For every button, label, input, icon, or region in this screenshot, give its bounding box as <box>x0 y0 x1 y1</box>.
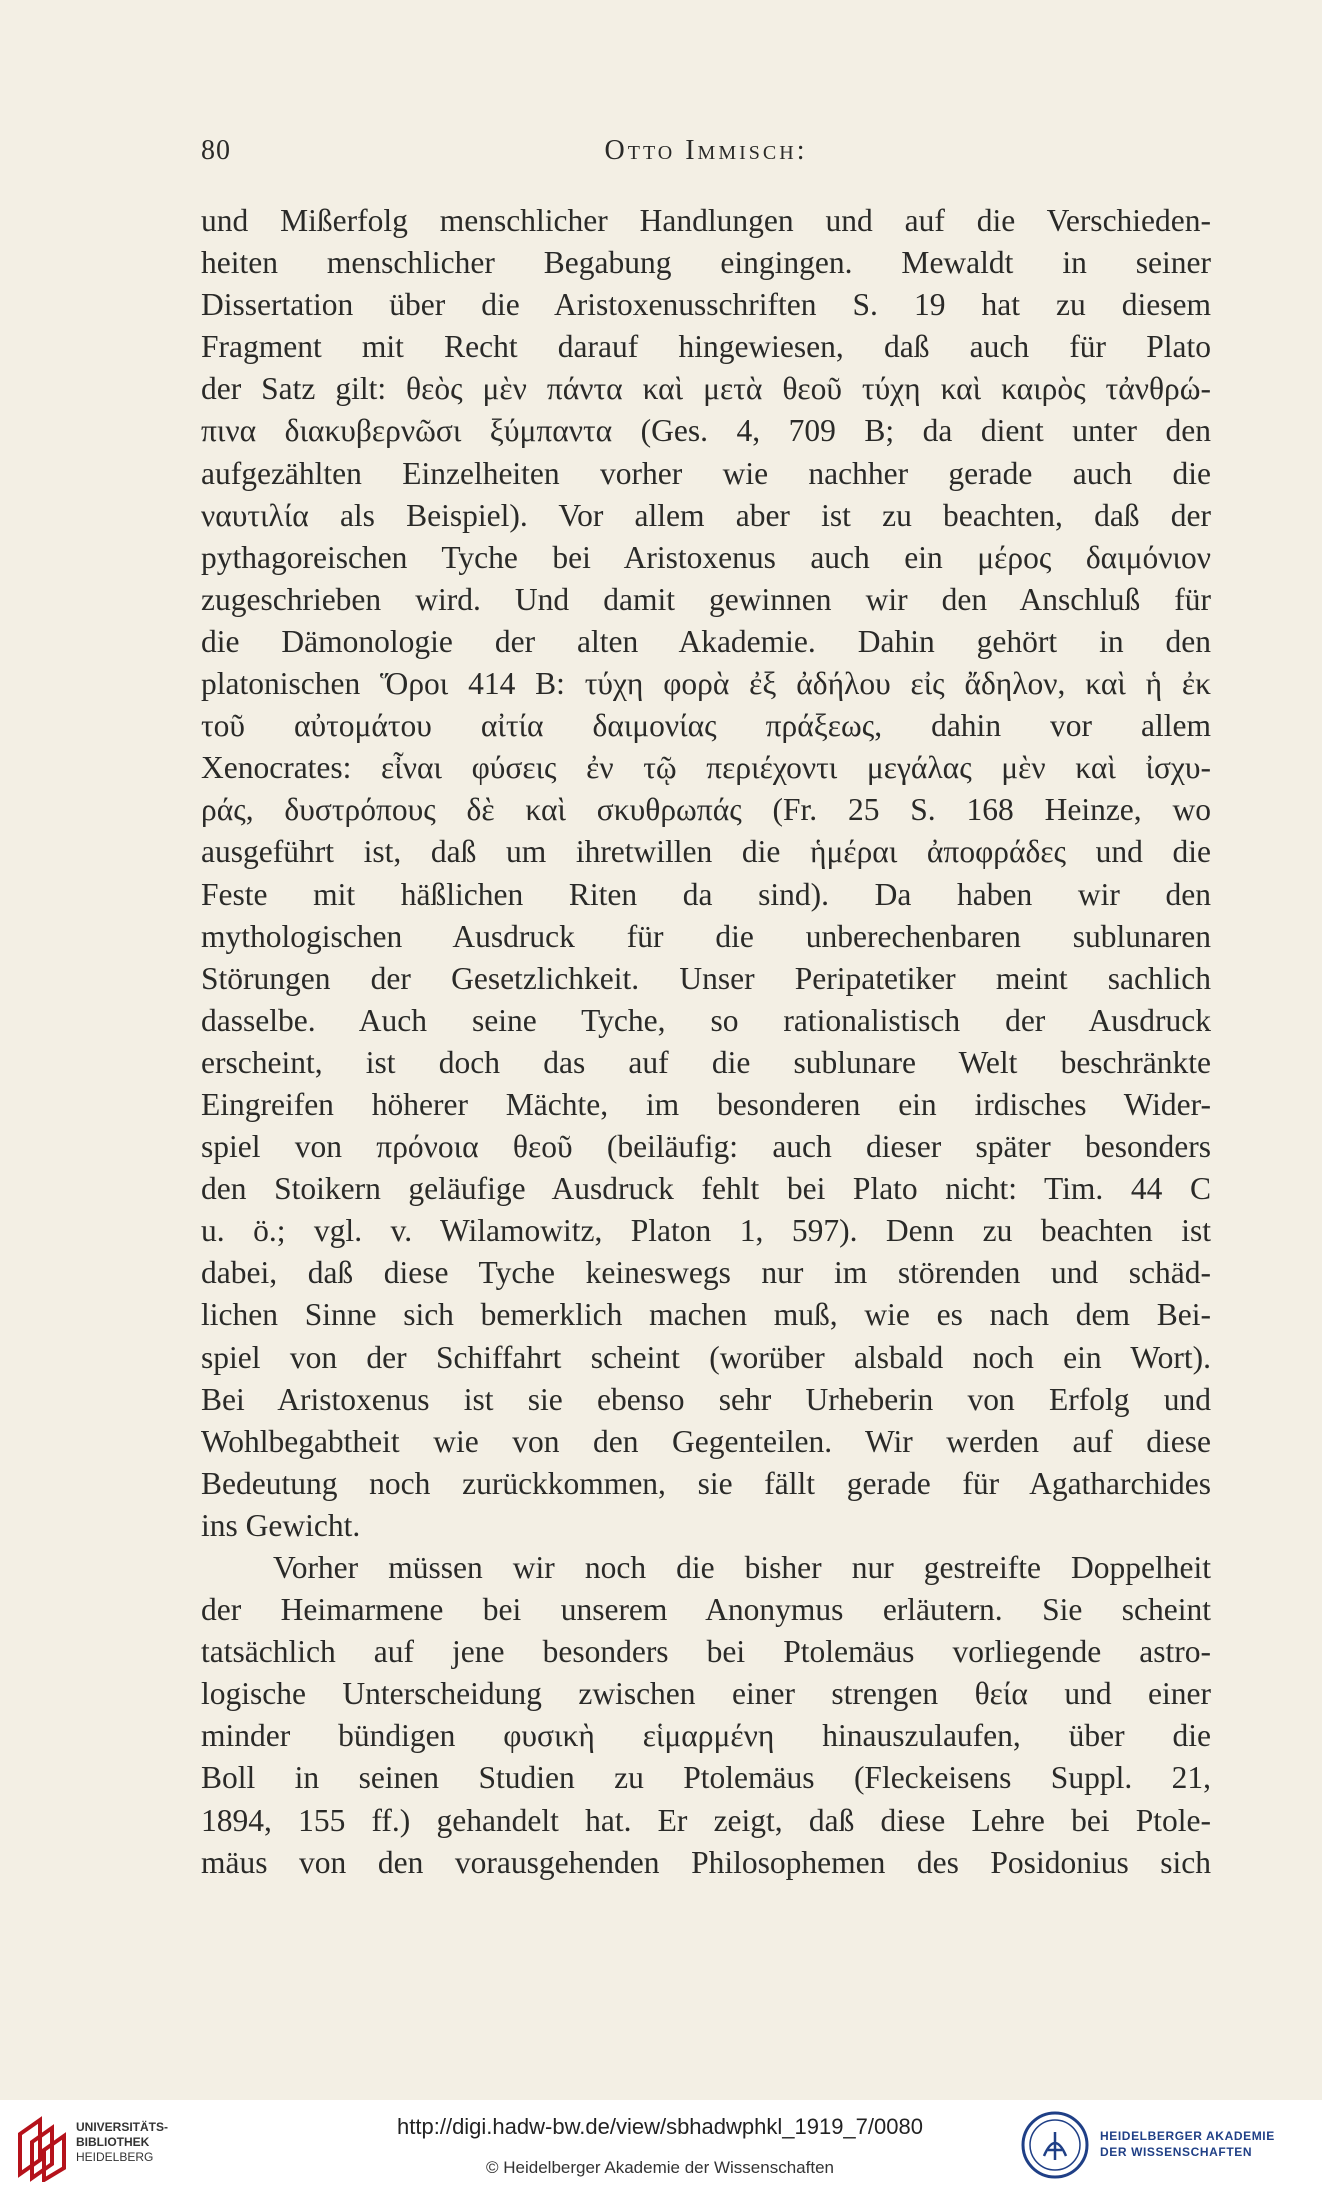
text-line: Bedeutung noch zurückkommen, sie fällt gerade für Agatharchides <box>201 1465 1211 1501</box>
text-line: Vorher müssen wir noch die bisher nur gestreifte Doppelheit <box>273 1550 1211 1585</box>
text-line: ράς, δυστρόπους δὲ καὶ σκυθρωπάς (Fr. 25 S. 168 Heinze, wo <box>201 792 1211 828</box>
text-line: den Stoikern geläufige Ausdruck fehlt bei Plato nicht: Tim. 44 C <box>201 1171 1211 1207</box>
text-line: 1894, 155 ff.) gehandelt hat. Er zeigt, daß diese Lehre bei Ptole- <box>201 1802 1211 1838</box>
text-line: spiel von πρόνοια θεοῦ (beiläufig: auch dieser später besonders <box>201 1129 1211 1165</box>
text-line: heiten menschlicher Begabung eingingen. Mewaldt in seiner <box>201 245 1211 281</box>
viewer-footer <box>0 2100 1322 2195</box>
text-line: Eingreifen höherer Mächte, im besonderen ein irdisches Wider- <box>201 1086 1211 1122</box>
text-line: Störungen der Gesetzlichkeit. Unser Peripatetiker meint sachlich <box>201 960 1211 996</box>
running-head <box>201 135 1211 175</box>
text-line: Wohlbegabtheit wie von den Gegenteilen. Wir werden auf diese <box>201 1423 1211 1459</box>
text-line: u. ö.; vgl. v. Wilamowitz, Platon 1, 597). Denn zu beachten ist <box>201 1213 1211 1249</box>
text-line: spiel von der Schiffahrt scheint (worüber alsbald noch ein Wort). <box>201 1339 1211 1375</box>
text-line: und Mißerfolg menschlicher Handlungen und auf die Verschieden- <box>201 203 1211 238</box>
text-line: mythologischen Ausdruck für die unberechenbaren sublunaren <box>201 918 1211 954</box>
text-line: Feste mit häßlichen Riten da sind). Da haben wir den <box>201 876 1211 912</box>
text-line: ausgeführt ist, daß um ihretwillen die ἡμέραι ἀποφράδες und die <box>201 834 1211 870</box>
text-line: pythagoreischen Tyche bei Aristoxenus auch ein μέρος δαιμόνιον <box>201 539 1211 575</box>
body-text <box>201 200 1211 1884</box>
text-line: logische Unterscheidung zwischen einer strengen θεία und einer <box>201 1676 1211 1712</box>
text-line: Bei Aristoxenus ist sie ebenso sehr Urheberin von Erfolg und <box>201 1381 1211 1417</box>
text-line: ναυτιλία als Beispiel). Vor allem aber ist zu beachten, daß der <box>201 497 1211 533</box>
academy-seal-icon[interactable] <box>1020 2110 1090 2180</box>
text-line: Fragment mit Recht darauf hingewiesen, daß auch für Plato <box>201 329 1211 365</box>
text-line: erscheint, ist doch das auf die sublunare Welt beschränkte <box>201 1044 1211 1080</box>
text-line: ins Gewicht. <box>201 1507 361 1543</box>
text-line: Dissertation über die Aristoxenusschriften S. 19 hat zu diesem <box>201 287 1211 323</box>
academy-name: HEIDELBERGER AKADEMIE DER WISSENSCHAFTEN <box>1100 2129 1275 2159</box>
author-heading: Otto Immisch: <box>604 135 808 166</box>
university-library-name: UNIVERSITÄTS- BIBLIOTHEK HEIDELBERG <box>76 2120 169 2164</box>
text-line: τοῦ αὐτομάτου αἰτία δαιμονίας πράξεως, dahin vor allem <box>201 708 1211 744</box>
page-number: 80 <box>201 135 231 166</box>
university-library-logo[interactable] <box>14 2112 174 2182</box>
text-line: der Satz gilt: θεὸς μὲν πάντα καὶ μετὰ θεοῦ τύχη καὶ καιρὸς τἀνθρώ- <box>201 371 1211 407</box>
text-line: der Heimarmene bei unserem Anonymus erläutern. Sie scheint <box>201 1592 1211 1628</box>
university-library-logo-icon <box>14 2112 72 2182</box>
text-line: aufgezählten Einzelheiten vorher wie nachher gerade auch die <box>201 455 1211 491</box>
permalink-url[interactable]: http://digi.hadw-bw.de/view/sbhadwphkl_1919_7/0080 <box>397 2114 923 2139</box>
text-line: dabei, daß diese Tyche keineswegs nur im störenden und schäd- <box>201 1255 1211 1291</box>
text-line: tatsächlich auf jene besonders bei Ptolemäus vorliegende astro- <box>201 1634 1211 1670</box>
text-line: Boll in seinen Studien zu Ptolemäus (Fleckeisens Suppl. 21, <box>201 1760 1211 1796</box>
text-line: die Dämonologie der alten Akademie. Dahin gehört in den <box>201 623 1211 659</box>
text-line: Xenocrates: εἶναι φύσεις ἐν τῷ περιέχοντι μεγάλας μὲν καὶ ἰσχυ- <box>201 750 1211 786</box>
text-line: minder bündigen φυσικὴ εἱμαρμένη hinauszulaufen, über die <box>201 1718 1211 1754</box>
text-line: dasselbe. Auch seine Tyche, so rationalistisch der Ausdruck <box>201 1002 1211 1038</box>
text-line: mäus von den vorausgehenden Philosophemen des Posidonius sich <box>201 1844 1211 1880</box>
text-line: lichen Sinne sich bemerklich machen muß, wie es nach dem Bei- <box>201 1297 1211 1333</box>
copyright-notice: © Heidelberger Akademie der Wissenschaften <box>486 2158 834 2177</box>
text-line: πινα διακυβερνῶσι ξύμπαντα (Ges. 4, 709 B; da dient unter den <box>201 413 1211 449</box>
text-line: zugeschrieben wird. Und damit gewinnen wir den Anschluß für <box>201 581 1211 617</box>
text-line: platonischen Ὅροι 414 B: τύχη φορὰ ἐξ ἀδήλου εἰς ἄδηλον, καὶ ἡ ἐκ <box>201 666 1211 702</box>
